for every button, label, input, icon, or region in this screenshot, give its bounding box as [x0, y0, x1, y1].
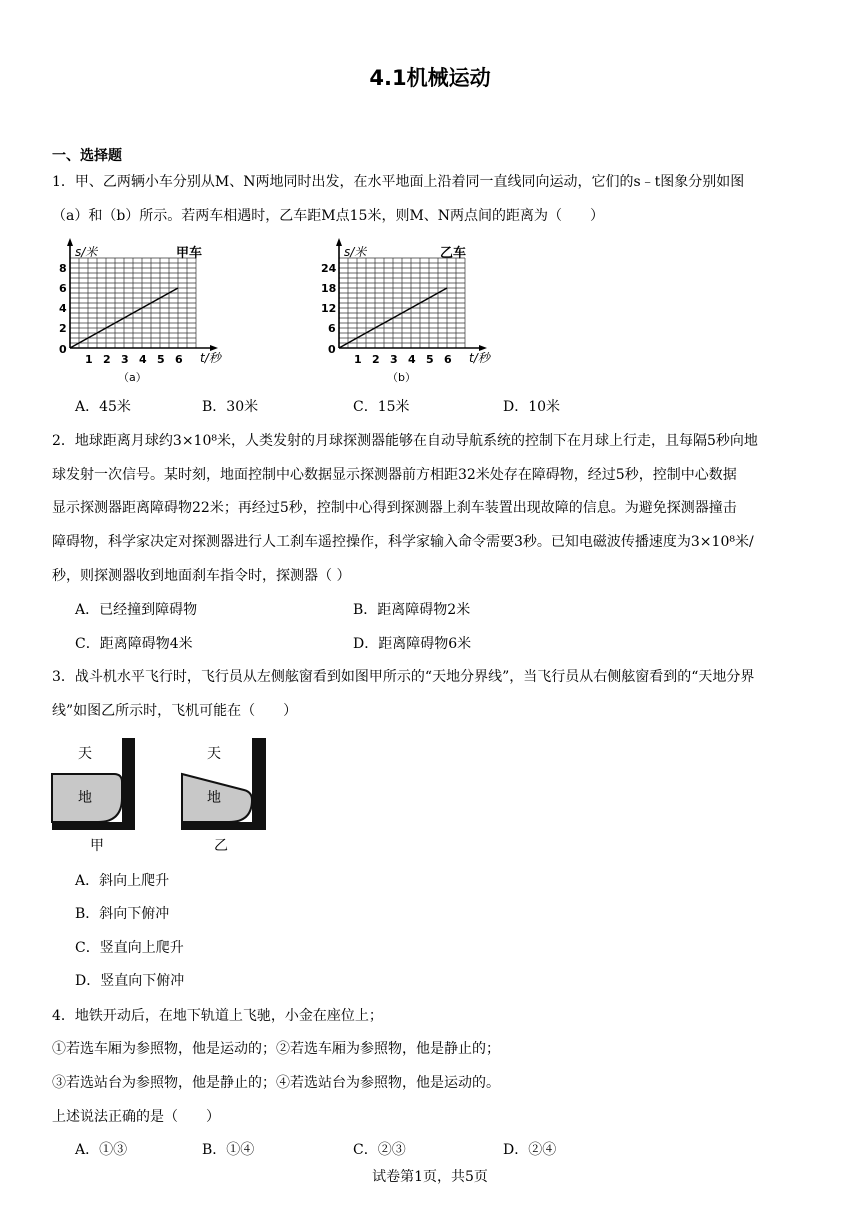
q4-line-3: ③若选站台为参照物，他是静止的；④若选站台为参照物，他是运动的。 [52, 1075, 500, 1091]
x-tick-label: 6 [175, 353, 183, 366]
q1-option-a[interactable]: A．45米 [75, 399, 131, 415]
q3-option-a[interactable]: A．斜向上爬升 [75, 873, 170, 889]
sky-label: 天 [207, 746, 221, 762]
ground-label: 地 [207, 790, 221, 806]
chart-caption: （a） [118, 371, 147, 384]
q3-option-b[interactable]: B．斜向下俯冲 [75, 906, 170, 922]
q2-line-4: 障碍物，科学家决定对探测器进行人工刹车遥控操作，科学家输入命令需要3秒。已知电磁波传播速度为3×10⁸米/ [52, 534, 754, 550]
figure-caption: 乙 [214, 838, 228, 854]
q3-option-d[interactable]: D．竖直向下俯冲 [75, 973, 185, 989]
q4-option-d[interactable]: D．②④ [503, 1142, 557, 1158]
chart-a [52, 236, 221, 390]
q4-option-a[interactable]: A．①③ [75, 1142, 128, 1158]
sky-label: 天 [78, 746, 92, 762]
x-tick-label: 2 [372, 353, 380, 366]
x-tick-label: 3 [121, 353, 129, 366]
q4-option-c[interactable]: C．②③ [353, 1142, 406, 1158]
section-heading: 一、选择题 [52, 148, 122, 164]
x-tick-label: 2 [103, 353, 111, 366]
q1-option-c[interactable]: C．15米 [353, 399, 410, 415]
page-footer: 试卷第1页，共5页 [372, 1169, 488, 1185]
y-axis-arrow [67, 238, 73, 246]
q3-line-1: 3．战斗机水平飞行时，飞行员从左侧舷窗看到如图甲所示的“天地分界线”，当飞行员从右侧舷窗看到的“天地分界 [52, 669, 755, 685]
x-tick-label: 1 [354, 353, 362, 366]
q1-option-b[interactable]: B．30米 [202, 399, 259, 415]
x-tick-label: 6 [444, 353, 452, 366]
y-tick-label: 8 [59, 262, 67, 275]
x-tick-label: 4 [408, 353, 416, 366]
figure-caption: 甲 [90, 838, 104, 854]
q4-line-1: 4．地铁开动后，在地下轨道上飞驰，小金在座位上； [52, 1008, 383, 1024]
x-axis-label: t/秒 [469, 351, 490, 365]
chart-b [318, 236, 494, 390]
ground-label: 地 [78, 790, 92, 806]
horizon-figure-right [181, 738, 267, 856]
chart-title: 乙车 [440, 246, 467, 261]
y-axis-label: s/米 [344, 245, 367, 259]
y-tick-label: 24 [321, 262, 337, 275]
q2-option-b[interactable]: B．距离障碍物2米 [353, 602, 471, 618]
q2-line-5: 秒，则探测器收到地面刹车指令时，探测器（ ） [52, 568, 351, 584]
window-frame-right [252, 738, 266, 830]
q2-line-3: 显示探测器距离障碍物22米；再经过5秒，控制中心得到探测器上刹车装置出现故障的信息。为避免探测器撞击 [52, 500, 737, 516]
x-tick-label: 0 [59, 343, 67, 356]
y-tick-label: 2 [59, 322, 67, 335]
q2-option-a[interactable]: A．已经撞到障碍物 [75, 602, 198, 618]
y-axis-label: s/米 [75, 245, 98, 259]
chart-title: 甲车 [176, 246, 203, 261]
q1-line-2: （a）和（b）所示。若两车相遇时，乙车距M点15米，则M、N两点间的距离为（ ） [52, 208, 605, 224]
y-tick-label: 4 [59, 302, 67, 315]
y-tick-label: 18 [321, 282, 337, 295]
q1-option-d[interactable]: D．10米 [503, 399, 561, 415]
q1-line-1: 1．甲、乙两辆小车分别从M、N两地同时出发，在水平地面上沿着同一直线同向运动，它们的s﹣t图象分别如图 [52, 174, 745, 190]
horizon-figure-left [52, 738, 136, 856]
q3-option-c[interactable]: C．竖直向上爬升 [75, 940, 184, 956]
q3-line-2: 线”如图乙所示时，飞机可能在（ ） [52, 703, 298, 719]
q2-line-2: 球发射一次信号。某时刻，地面控制中心数据显示探测器前方相距32米处存在障碍物，经过5秒，控制中心数据 [52, 467, 737, 483]
q2-option-d[interactable]: D．距离障碍物6米 [353, 636, 472, 652]
x-tick-label: 5 [157, 353, 165, 366]
window-frame-right [122, 738, 135, 830]
q4-line-4: 上述说法正确的是（ ） [52, 1109, 220, 1125]
x-axis-label: t/秒 [200, 351, 221, 365]
x-tick-label: 1 [85, 353, 93, 366]
y-axis-arrow [336, 238, 342, 246]
x-tick-label: 3 [390, 353, 398, 366]
q2-line-1: 2．地球距离月球约3×10⁸米，人类发射的月球探测器能够在自动导航系统的控制下在月球上行走，且每隔5秒向地 [52, 433, 758, 449]
chart-caption: （b） [387, 371, 416, 384]
window-frame-bottom [181, 822, 266, 830]
x-tick-label: 0 [328, 343, 336, 356]
y-tick-label: 12 [321, 302, 337, 315]
q4-option-b[interactable]: B．①④ [202, 1142, 255, 1158]
q2-option-c[interactable]: C．距离障碍物4米 [75, 636, 193, 652]
window-frame-bottom [52, 822, 135, 830]
y-tick-label: 6 [59, 282, 67, 295]
page-title: 4.1机械运动 [369, 66, 491, 90]
x-tick-label: 4 [139, 353, 147, 366]
y-tick-label: 6 [328, 322, 336, 335]
q4-line-2: ①若选车厢为参照物，他是运动的；②若选车厢为参照物，他是静止的； [52, 1041, 500, 1057]
x-tick-label: 5 [426, 353, 434, 366]
